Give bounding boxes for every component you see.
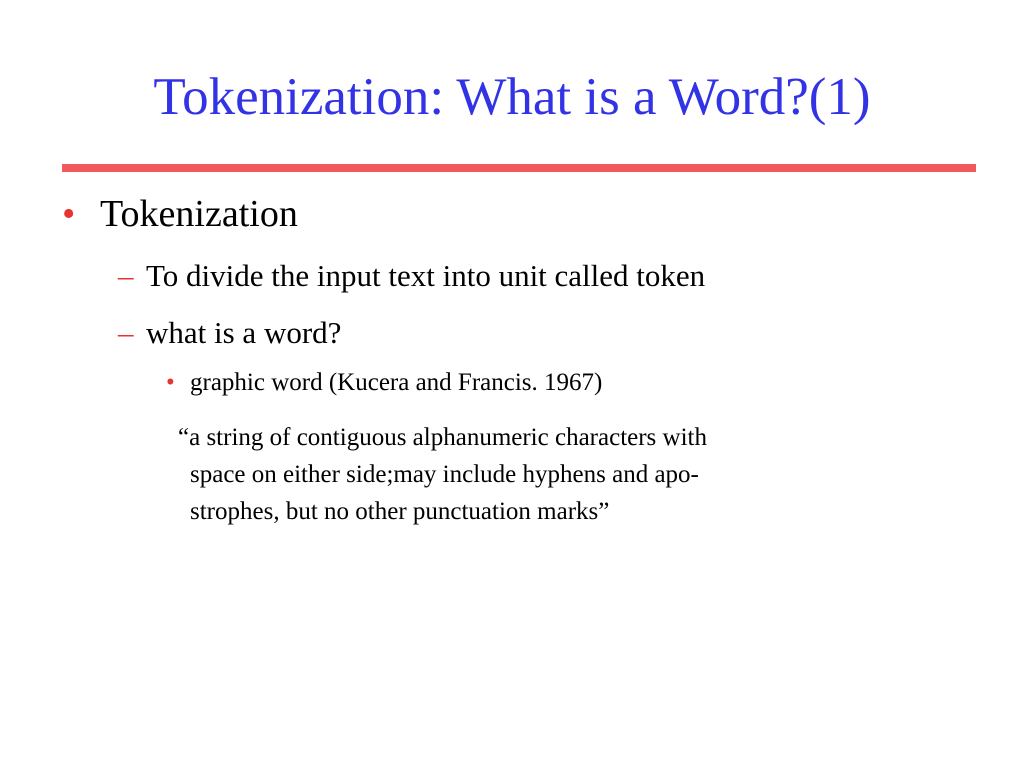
bullet-marker: •	[166, 369, 175, 396]
sub-bullet-question	[118, 313, 341, 353]
dash-marker: –	[118, 258, 134, 293]
bullet-marker: •	[62, 193, 76, 235]
bullet-item-tokenization	[62, 189, 298, 239]
third-level-text: graphic word (Kucera and Francis. 1967)	[190, 369, 603, 396]
quote-line: “a string of contiguous alphanumeric characters with	[178, 424, 707, 451]
title-divider	[62, 164, 976, 172]
quote-line: strophes, but no other punctuation marks”	[190, 498, 610, 525]
sub-bullet-text: what is a word?	[146, 315, 342, 350]
sub-bullet-text: To divide the input text into unit called token	[146, 258, 706, 293]
sub-bullet-definition	[118, 256, 705, 296]
definition-quote	[178, 419, 938, 530]
slide-title: Tokenization: What is a Word?(1)	[153, 68, 871, 126]
bullet-text: Tokenization	[100, 193, 298, 235]
dash-marker: –	[118, 315, 134, 350]
quote-line: space on either side;may include hyphens and apo-	[190, 461, 699, 488]
third-level-bullet-graphic-word	[166, 366, 602, 400]
